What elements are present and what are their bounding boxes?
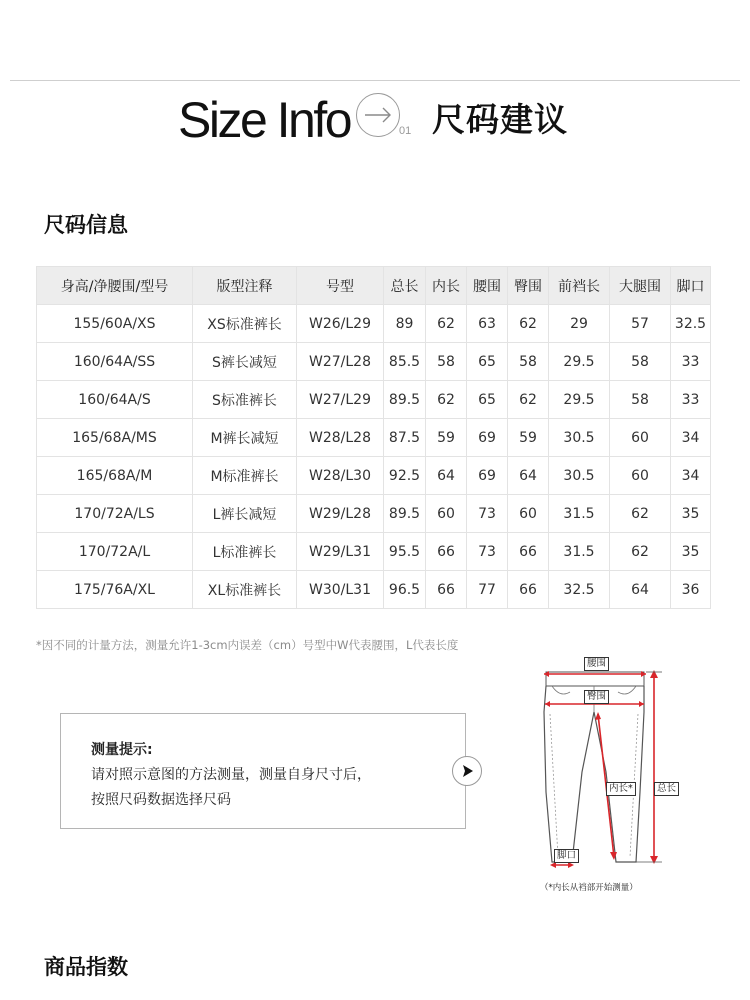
table-cell: 77	[467, 571, 508, 609]
table-cell: 59	[508, 419, 549, 457]
table-cell: 95.5	[384, 533, 426, 571]
table-cell: 62	[610, 495, 671, 533]
arrow-right-circle-icon	[356, 93, 400, 137]
table-cell: M标准裤长	[193, 457, 297, 495]
table-cell: 58	[508, 343, 549, 381]
table-cell: 66	[508, 533, 549, 571]
table-cell: 64	[508, 457, 549, 495]
table-cell: 33	[671, 381, 711, 419]
table-cell: 63	[467, 305, 508, 343]
table-cell: 89.5	[384, 381, 426, 419]
table-cell: 89.5	[384, 495, 426, 533]
table-row	[37, 343, 711, 381]
table-cell: 170/72A/LS	[37, 495, 193, 533]
size-table	[36, 266, 711, 609]
diagram-footnote: （*内长从裆部开始测量）	[540, 883, 638, 893]
table-cell: 175/76A/XL	[37, 571, 193, 609]
table-cell: 87.5	[384, 419, 426, 457]
table-cell: 62	[426, 305, 467, 343]
table-cell: 31.5	[549, 495, 610, 533]
column-header: 腰围	[467, 267, 508, 305]
table-cell: 96.5	[384, 571, 426, 609]
table-cell: 85.5	[384, 343, 426, 381]
table-row	[37, 457, 711, 495]
table-cell: 59	[426, 419, 467, 457]
table-cell: 62	[508, 305, 549, 343]
table-cell: 34	[671, 457, 711, 495]
table-cell: 165/68A/M	[37, 457, 193, 495]
table-cell: W27/L29	[297, 381, 384, 419]
table-cell: 60	[508, 495, 549, 533]
table-cell: W29/L31	[297, 533, 384, 571]
total-length-label: 总长	[654, 782, 679, 796]
table-cell: 29.5	[549, 343, 610, 381]
table-cell: 35	[671, 495, 711, 533]
table-cell: 33	[671, 343, 711, 381]
table-cell: 92.5	[384, 457, 426, 495]
table-row	[37, 571, 711, 609]
column-header: 总长	[384, 267, 426, 305]
table-cell: M裤长减短	[193, 419, 297, 457]
table-cell: W29/L28	[297, 495, 384, 533]
table-cell: 34	[671, 419, 711, 457]
table-cell: 69	[467, 419, 508, 457]
table-cell: 89	[384, 305, 426, 343]
table-row	[37, 533, 711, 571]
table-cell: 36	[671, 571, 711, 609]
hip-label: 臀围	[584, 690, 609, 704]
table-cell: 58	[610, 343, 671, 381]
column-header: 脚口	[671, 267, 711, 305]
table-cell: 66	[426, 571, 467, 609]
tip-line-1: 请对照示意图的方法测量，测量自身尺寸后，	[91, 767, 371, 783]
table-cell: 30.5	[549, 419, 610, 457]
table-cell: 170/72A/L	[37, 533, 193, 571]
column-header: 内长	[426, 267, 467, 305]
pants-measurement-diagram	[532, 652, 682, 900]
tip-title: 测量提示:	[91, 742, 153, 758]
table-cell: 73	[467, 533, 508, 571]
waist-label: 腰围	[584, 657, 609, 671]
table-cell: 165/68A/MS	[37, 419, 193, 457]
table-cell: S裤长减短	[193, 343, 297, 381]
size-info-header	[0, 88, 750, 158]
table-cell: S标准裤长	[193, 381, 297, 419]
table-cell: 66	[426, 533, 467, 571]
table-cell: 64	[426, 457, 467, 495]
inseam-label: 内长*	[606, 782, 636, 796]
product-index-title: 商品指数	[44, 955, 128, 979]
table-cell: 65	[467, 343, 508, 381]
table-cell: 62	[508, 381, 549, 419]
table-cell: 60	[610, 457, 671, 495]
table-cell: L裤长减短	[193, 495, 297, 533]
table-cell: 58	[426, 343, 467, 381]
table-cell: 58	[610, 381, 671, 419]
table-cell: 32.5	[671, 305, 711, 343]
table-cell: 60	[426, 495, 467, 533]
measure-tip-box	[60, 713, 466, 829]
section-number: 01	[399, 125, 412, 137]
size-info-title: 尺码信息	[44, 213, 128, 237]
table-cell: 155/60A/XS	[37, 305, 193, 343]
table-cell: XL标准裤长	[193, 571, 297, 609]
table-cell: 66	[508, 571, 549, 609]
table-cell: W27/L28	[297, 343, 384, 381]
table-cell: 31.5	[549, 533, 610, 571]
table-cell: 57	[610, 305, 671, 343]
table-row	[37, 305, 711, 343]
table-cell: 65	[467, 381, 508, 419]
column-header: 身高/净腰围/型号	[37, 267, 193, 305]
column-header: 版型注释	[193, 267, 297, 305]
column-header: 前裆长	[549, 267, 610, 305]
table-cell: 69	[467, 457, 508, 495]
table-cell: 60	[610, 419, 671, 457]
top-divider	[10, 80, 740, 81]
table-cell: 29	[549, 305, 610, 343]
table-cell: 73	[467, 495, 508, 533]
tip-line-2: 按照尺码数据选择尺码	[91, 792, 231, 808]
table-row	[37, 495, 711, 533]
title-cn: 尺码建议	[432, 100, 568, 139]
table-cell: XS标准裤长	[193, 305, 297, 343]
column-header: 号型	[297, 267, 384, 305]
column-header: 臀围	[508, 267, 549, 305]
table-cell: 160/64A/S	[37, 381, 193, 419]
table-cell: W30/L31	[297, 571, 384, 609]
table-cell: 62	[610, 533, 671, 571]
table-cell: W28/L30	[297, 457, 384, 495]
hem-label: 脚口	[554, 849, 579, 863]
table-row	[37, 419, 711, 457]
table-cell: 30.5	[549, 457, 610, 495]
table-cell: 160/64A/SS	[37, 343, 193, 381]
table-cell: 32.5	[549, 571, 610, 609]
table-cell: 64	[610, 571, 671, 609]
table-cell: 35	[671, 533, 711, 571]
table-cell: W26/L29	[297, 305, 384, 343]
table-row	[37, 381, 711, 419]
table-header-row	[37, 267, 711, 305]
table-cell: 29.5	[549, 381, 610, 419]
measurement-note: *因不同的计量方法，测量允许1-3cm内误差（cm）号型中W代表腰围，L代表长度	[36, 638, 459, 652]
table-cell: L标准裤长	[193, 533, 297, 571]
table-cell: W28/L28	[297, 419, 384, 457]
title-en: Size Info	[178, 92, 351, 148]
chevron-right-icon	[452, 756, 482, 786]
table-cell: 62	[426, 381, 467, 419]
column-header: 大腿围	[610, 267, 671, 305]
